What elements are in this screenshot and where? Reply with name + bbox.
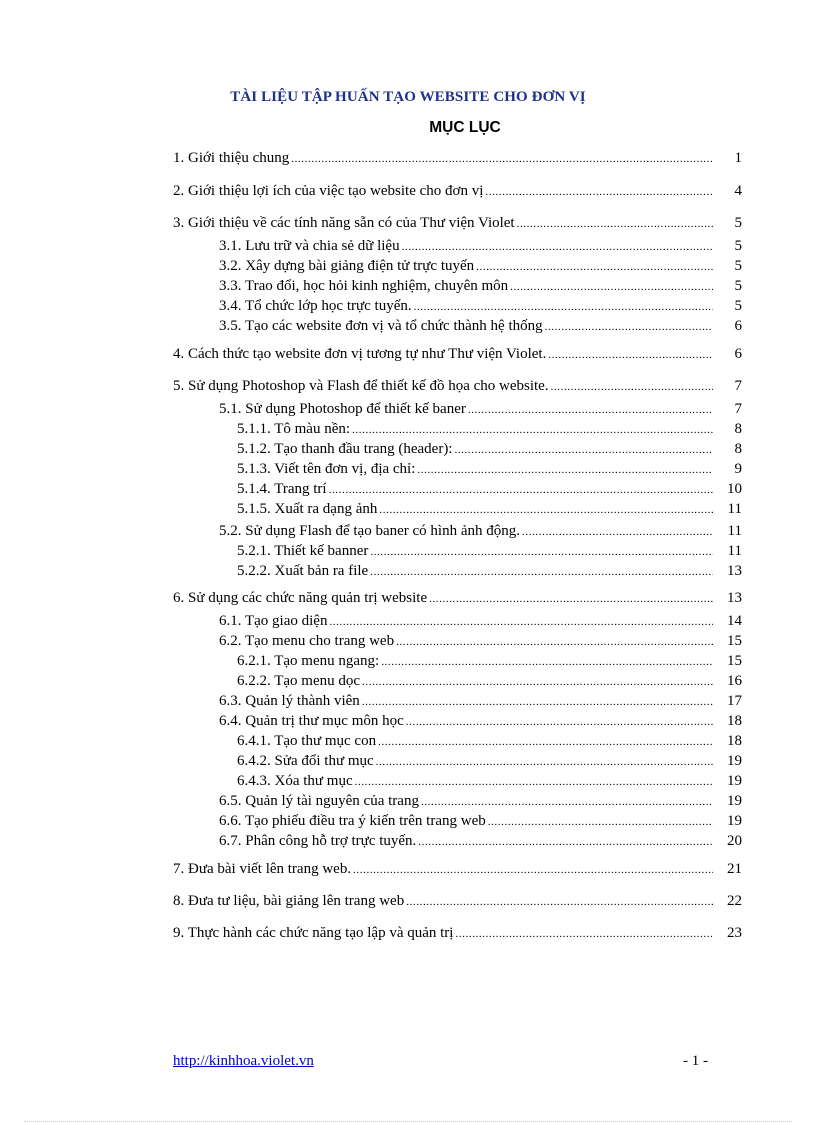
toc-page-number: 5 bbox=[734, 215, 742, 231]
toc-entry-label: 1. Giới thiệu chung bbox=[173, 150, 290, 166]
toc-page-number: 18 bbox=[727, 733, 742, 749]
toc-page-number: 22 bbox=[727, 893, 742, 909]
toc-entry[interactable] bbox=[173, 859, 742, 879]
toc-entry[interactable] bbox=[219, 691, 742, 711]
toc-dot-leader bbox=[396, 631, 713, 652]
toc-page-number: 17 bbox=[727, 693, 742, 709]
toc-heading: MỤC LỤC bbox=[429, 119, 501, 136]
toc-page-number: 19 bbox=[727, 813, 742, 829]
toc-entry-label: 5.1.3. Viết tên đơn vị, địa chỉ: bbox=[237, 461, 416, 477]
toc-page-number: 15 bbox=[727, 633, 742, 649]
toc-dot-leader bbox=[418, 831, 713, 852]
toc-dot-leader bbox=[378, 731, 713, 752]
toc-entry-label: 6.1. Tạo giao diện bbox=[219, 613, 328, 629]
toc-page-number: 1 bbox=[734, 150, 742, 166]
toc-entry[interactable] bbox=[219, 521, 742, 541]
toc-entry-label: 3.2. Xây dựng bài giảng điện tử trực tuyến bbox=[219, 258, 475, 274]
toc-dot-leader bbox=[468, 399, 713, 420]
toc-entry[interactable] bbox=[173, 376, 742, 396]
toc-entry[interactable] bbox=[219, 711, 742, 731]
toc-page-number: 11 bbox=[727, 543, 742, 559]
toc-entry[interactable] bbox=[219, 236, 742, 256]
toc-page-number: 4 bbox=[734, 183, 742, 199]
toc-entry[interactable] bbox=[237, 561, 742, 581]
toc-dot-leader bbox=[522, 521, 713, 542]
toc-dot-leader bbox=[362, 691, 713, 712]
toc-page-number: 8 bbox=[734, 421, 742, 437]
toc-dot-leader bbox=[379, 499, 713, 520]
toc-page-number: 9 bbox=[734, 461, 742, 477]
toc-entry-label: 6.5. Quản lý tài nguyên của trang bbox=[219, 793, 419, 809]
toc-entry-label: 5.2. Sử dụng Flash để tạo baner có hình ảnh động. bbox=[219, 523, 521, 539]
toc-dot-leader bbox=[548, 344, 713, 365]
toc-entry[interactable] bbox=[219, 791, 742, 811]
toc-entry-label: 5.1.1. Tô màu nền: bbox=[237, 421, 351, 437]
toc-dot-leader bbox=[381, 651, 713, 672]
toc-dot-leader bbox=[406, 891, 713, 912]
toc-entry[interactable] bbox=[219, 256, 742, 276]
toc-dot-leader bbox=[429, 588, 713, 609]
toc-entry[interactable] bbox=[237, 439, 742, 459]
toc-page-number: 10 bbox=[727, 481, 742, 497]
toc-entry[interactable] bbox=[219, 831, 742, 851]
toc-dot-leader bbox=[329, 611, 713, 632]
toc-dot-leader bbox=[370, 561, 713, 582]
toc-entry-label: 6.4.2. Sửa đổi thư mục bbox=[237, 753, 374, 769]
toc-dot-leader bbox=[485, 181, 713, 202]
toc-dot-leader bbox=[488, 811, 713, 832]
toc-entry[interactable] bbox=[219, 811, 742, 831]
toc-entry-label: 3.4. Tổ chức lớp học trực tuyến. bbox=[219, 298, 412, 314]
toc-dot-leader bbox=[454, 439, 713, 460]
footer-link[interactable]: http://kinhhoa.violet.vn bbox=[173, 1053, 314, 1069]
document-title: TÀI LIỆU TẬP HUẤN TẠO WEBSITE CHO ĐƠN VỊ bbox=[230, 89, 586, 105]
page-number: - 1 - bbox=[683, 1053, 708, 1069]
toc-entry-label: 2. Giới thiệu lợi ích của việc tạo website cho đơn vị bbox=[173, 183, 484, 199]
toc-entry-label: 6.4.3. Xóa thư mục bbox=[237, 773, 353, 789]
toc-dot-leader bbox=[362, 671, 713, 692]
toc-entry-label: 6.2.1. Tạo menu ngang: bbox=[237, 653, 380, 669]
toc-entry-label: 7. Đưa bài viết lên trang web. bbox=[173, 861, 352, 877]
toc-page-number: 6 bbox=[734, 318, 742, 334]
toc-entry-label: 5.1.5. Xuất ra dạng ảnh bbox=[237, 501, 378, 517]
toc-dot-leader bbox=[455, 923, 713, 944]
toc-page-number: 14 bbox=[727, 613, 742, 629]
toc-dot-leader bbox=[406, 711, 713, 732]
toc-entry-label: 3.1. Lưu trữ và chia sẻ dữ liệu bbox=[219, 238, 400, 254]
toc-dot-leader bbox=[414, 296, 713, 317]
toc-dot-leader bbox=[551, 376, 713, 397]
toc-entry[interactable] bbox=[173, 588, 742, 608]
toc-entry[interactable] bbox=[237, 459, 742, 479]
toc-page-number: 5 bbox=[734, 278, 742, 294]
toc-entry-label: 9. Thực hành các chức năng tạo lập và quản trị bbox=[173, 925, 454, 941]
toc-page-number: 8 bbox=[734, 441, 742, 457]
toc-entry-label: 6.2.2. Tạo menu dọc bbox=[237, 673, 361, 689]
toc-entry[interactable] bbox=[237, 541, 742, 561]
toc-entry-label: 3.3. Trao đổi, học hỏi kinh nghiệm, chuyên môn bbox=[219, 278, 509, 294]
toc-entry-label: 4. Cách thức tạo website đơn vị tương tự như Thư viện Violet. bbox=[173, 346, 547, 362]
toc-page-number: 21 bbox=[727, 861, 742, 877]
toc-dot-leader bbox=[510, 276, 713, 297]
toc-dot-leader bbox=[291, 148, 713, 169]
toc-page-number: 7 bbox=[734, 401, 742, 417]
toc-page-number: 5 bbox=[734, 258, 742, 274]
toc-entry[interactable] bbox=[237, 671, 742, 691]
toc-entry-label: 5.1. Sử dụng Photoshop để thiết kế baner bbox=[219, 401, 466, 417]
toc-dot-leader bbox=[417, 459, 713, 480]
page-bottom-rule bbox=[24, 1121, 792, 1122]
toc-dot-leader bbox=[352, 419, 713, 440]
toc-page-number: 5 bbox=[734, 238, 742, 254]
toc-entry[interactable] bbox=[219, 399, 742, 419]
toc-entry-label: 6.7. Phân công hỗ trợ trực tuyến. bbox=[219, 833, 417, 849]
toc-dot-leader bbox=[355, 771, 713, 792]
toc-dot-leader bbox=[329, 479, 713, 500]
toc-entry[interactable] bbox=[237, 499, 742, 519]
toc-entry-label: 5.2.2. Xuất bản ra file bbox=[237, 563, 369, 579]
toc-entry-label: 6.3. Quản lý thành viên bbox=[219, 693, 360, 709]
toc-entry-label: 5.1.4. Trang trí bbox=[237, 481, 327, 497]
toc-dot-leader bbox=[370, 541, 713, 562]
toc-entry[interactable] bbox=[173, 148, 742, 168]
toc-dot-leader bbox=[476, 256, 713, 277]
toc-page-number: 6 bbox=[734, 346, 742, 362]
toc-page-number: 16 bbox=[727, 673, 742, 689]
toc-page-number: 7 bbox=[734, 378, 742, 394]
toc-page-number: 13 bbox=[727, 563, 742, 579]
toc-page-number: 11 bbox=[727, 501, 742, 517]
toc-page-number: 19 bbox=[727, 793, 742, 809]
toc-entry-label: 6.4.1. Tạo thư mục con bbox=[237, 733, 377, 749]
toc-page-number: 19 bbox=[727, 753, 742, 769]
toc-entry[interactable] bbox=[173, 181, 742, 201]
toc-entry-label: 6. Sử dụng các chức năng quản trị website bbox=[173, 590, 428, 606]
toc-dot-leader bbox=[517, 213, 713, 234]
toc-entry[interactable] bbox=[219, 296, 742, 316]
toc-entry-label: 5.1.2. Tạo thanh đầu trang (header): bbox=[237, 441, 453, 457]
toc-dot-leader bbox=[421, 791, 713, 812]
toc-entry-label: 5. Sử dụng Photoshop và Flash để thiết kế đồ họa cho website. bbox=[173, 378, 549, 394]
toc-entry[interactable] bbox=[237, 419, 742, 439]
toc-entry[interactable] bbox=[173, 923, 742, 943]
toc-page-number: 20 bbox=[727, 833, 742, 849]
toc-entry[interactable] bbox=[219, 276, 742, 296]
toc-entry[interactable] bbox=[237, 651, 742, 671]
toc-page-number: 19 bbox=[727, 773, 742, 789]
toc-entry-label: 8. Đưa tư liệu, bài giảng lên trang web bbox=[173, 893, 405, 909]
toc-entry-label: 3.5. Tạo các website đơn vị và tổ chức thành hệ thống bbox=[219, 318, 543, 334]
toc-entry-label: 5.2.1. Thiết kế banner bbox=[237, 543, 369, 559]
toc-entry-label: 6.6. Tạo phiếu điều tra ý kiến trên trang web bbox=[219, 813, 486, 829]
toc-entry[interactable] bbox=[237, 771, 742, 791]
toc-entry[interactable] bbox=[173, 891, 742, 911]
toc-dot-leader bbox=[376, 751, 713, 772]
toc-page-number: 11 bbox=[727, 523, 742, 539]
toc-entry[interactable] bbox=[173, 213, 742, 233]
toc-page-number: 13 bbox=[727, 590, 742, 606]
toc-entry[interactable] bbox=[173, 344, 742, 364]
toc-dot-leader bbox=[402, 236, 713, 257]
toc-entry-label: 6.4. Quản trị thư mục môn học bbox=[219, 713, 404, 729]
toc-dot-leader bbox=[353, 859, 713, 880]
toc-dot-leader bbox=[545, 316, 713, 337]
toc-entry[interactable] bbox=[237, 731, 742, 751]
toc-entry[interactable] bbox=[219, 631, 742, 651]
toc-page-number: 5 bbox=[734, 298, 742, 314]
toc-entry[interactable] bbox=[219, 316, 742, 336]
toc-entry-label: 3. Giới thiệu về các tính năng sẵn có của Thư viện Violet bbox=[173, 215, 515, 231]
toc-page-number: 15 bbox=[727, 653, 742, 669]
toc-entry-label: 6.2. Tạo menu cho trang web bbox=[219, 633, 395, 649]
toc-entry[interactable] bbox=[219, 611, 742, 631]
toc-page-number: 18 bbox=[727, 713, 742, 729]
toc-entry[interactable] bbox=[237, 751, 742, 771]
toc-page-number: 23 bbox=[727, 925, 742, 941]
toc-entry[interactable] bbox=[237, 479, 742, 499]
